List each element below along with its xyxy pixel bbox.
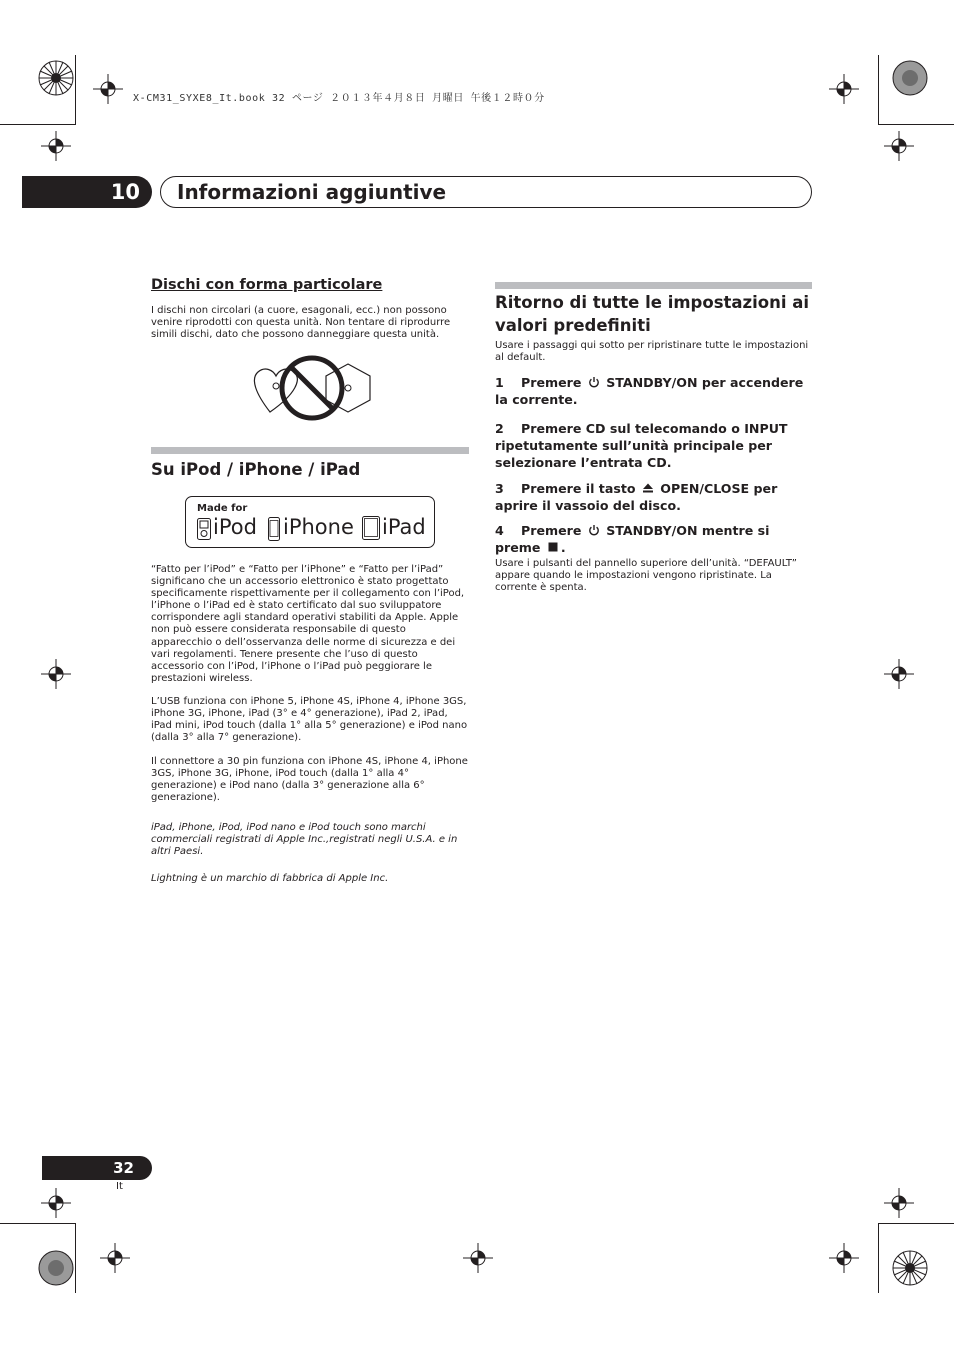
- step-text: Premere: [521, 523, 582, 538]
- crop-line: [879, 124, 954, 125]
- crop-line: [879, 1223, 954, 1224]
- crosshair-icon: [884, 1188, 914, 1218]
- crop-line: [75, 1223, 76, 1293]
- step-text: STANDBY/ON per accendere la corrente.: [495, 375, 804, 407]
- step-text: .: [560, 540, 566, 555]
- step-number: 1: [495, 375, 504, 390]
- step-text: OPEN/CLOSE per aprire il vassoio del disco.: [495, 481, 778, 513]
- crosshair-icon: [93, 74, 123, 104]
- step-text: Premere: [521, 375, 582, 390]
- shaped-discs-body: I dischi non circolari (a cuore, esagonali, ecc.) non possono venire riprodotti con questa unità. Non tentare di riprodurre simili dischi, dato che possono danneggiare questa unità.: [151, 305, 451, 341]
- crop-line: [0, 124, 75, 125]
- ipod-paragraph-3: Il connettore a 30 pin funziona con iPhone 4S, iPhone 4, iPhone 3GS, iPhone 3G, iPhone, iPod touch (dalla 1° alla 4° generazione) e iPod nano (dalla 3° generazione alla 6° generazione).: [151, 756, 468, 804]
- crosshair-icon: [884, 131, 914, 161]
- step-number: 3: [495, 481, 504, 496]
- step-number: 2: [495, 421, 504, 436]
- page-number-tab: 32: [42, 1156, 152, 1180]
- reset-step-1: [495, 374, 812, 408]
- reset-step-2: [495, 420, 812, 471]
- step-number: 4: [495, 523, 504, 538]
- step-text: STANDBY/ON mentre si preme: [495, 523, 770, 555]
- trademark-note-1: iPad, iPhone, iPod, iPod nano e iPod touch sono marchi commerciali registrati di Apple Inc.,registrati negli U.S.A. e in altri Paesi.: [151, 822, 458, 858]
- registration-wheel-icon: [892, 1250, 928, 1286]
- crop-line: [878, 55, 879, 125]
- made-for-label: Made for: [197, 503, 248, 514]
- registration-wheel-icon: [892, 60, 928, 96]
- no-shaped-disc-icon: [248, 354, 376, 426]
- ipad-label: iPad: [382, 515, 426, 539]
- print-header-line: X-CM31_SYXE8_It.book 32 ページ ２０１３年４月８日 月曜日 午後１２時０分: [133, 93, 545, 104]
- section-divider: [151, 447, 469, 454]
- reset-step-3: [495, 480, 812, 514]
- chapter-title: [160, 176, 812, 208]
- ipod-paragraph-1: “Fatto per l’iPod” e “Fatto per l’iPhone” e “Fatto per l’iPad” significano che un accessorio elettronico è stato progettato specificamente rispettivamente per il collegamento con l’iPod, l’iPhone o l’iPad ed è stato certificato dal suo sviluppatore corrispondere agli standard operativi stabiliti da Apple. Apple non può essere considerata responsabile di questo apparecchio o dell’osservanza delle norme di sicurezza e dei vari regolamenti. Tenere presente che l’uso di questo accessorio con l’iPod, l’iPhone o l’iPad può peggiorare le prestazioni wireless.: [151, 564, 465, 684]
- ipod-heading: Su iPod / iPhone / iPad: [151, 460, 361, 479]
- made-for-ipod-badge: [185, 496, 435, 548]
- power-icon: [588, 376, 600, 388]
- stop-icon: [547, 541, 559, 553]
- crosshair-icon: [829, 1243, 859, 1273]
- section-divider: [495, 282, 812, 289]
- registration-wheel-icon: [38, 60, 74, 96]
- reset-step-4: [495, 522, 812, 556]
- ipod-device-icon: [197, 518, 211, 540]
- iphone-label: iPhone: [283, 515, 354, 539]
- registration-wheel-icon: [38, 1250, 74, 1286]
- ipod-paragraph-2: L’USB funziona con iPhone 5, iPhone 4S, iPhone 4, iPhone 3GS, iPhone 3G, iPhone, iPad (3° e 4° generazione), iPad 2, iPad, iPad mini, iPod touch (dalla 1° alla 5° generazione) e iPod nano (dalla 3° alla 7° generazione).: [151, 696, 468, 744]
- crop-line: [0, 1223, 75, 1224]
- reset-heading: Ritorno di tutte le impostazioni ai valori predefiniti: [495, 293, 810, 335]
- crosshair-icon: [463, 1243, 493, 1273]
- crop-line: [75, 55, 76, 125]
- crosshair-icon: [41, 1188, 71, 1218]
- step-text: Premere il tasto: [521, 481, 636, 496]
- chapter-number-tab: 10: [22, 176, 152, 208]
- crosshair-icon: [41, 131, 71, 161]
- power-icon: [588, 524, 600, 536]
- iphone-device-icon: [268, 517, 280, 541]
- crosshair-icon: [41, 659, 71, 689]
- crosshair-icon: [829, 74, 859, 104]
- chapter-title-text: Informazioni aggiuntive: [177, 180, 447, 204]
- trademark-note-2: Lightning è un marchio di fabbrica di Apple Inc.: [151, 873, 389, 884]
- eject-icon: [642, 482, 654, 494]
- crosshair-icon: [884, 659, 914, 689]
- crop-line: [878, 1223, 879, 1293]
- step-text: Premere CD sul telecomando o INPUT ripetutamente sull’unità principale per selezionare l’entrata CD.: [495, 421, 788, 470]
- reset-note: Usare i pulsanti del pannello superiore dell’unità. “DEFAULT” appare quando le impostazioni vengono ripristinate. La corrente è spenta.: [495, 558, 797, 594]
- ipod-label: iPod: [213, 515, 257, 539]
- language-code: It: [116, 1181, 123, 1192]
- shaped-discs-heading: Dischi con forma particolare: [151, 277, 383, 293]
- crosshair-icon: [100, 1243, 130, 1273]
- reset-intro: Usare i passaggi qui sotto per ripristinare tutte le impostazioni al default.: [495, 340, 809, 364]
- ipad-device-icon: [362, 516, 380, 540]
